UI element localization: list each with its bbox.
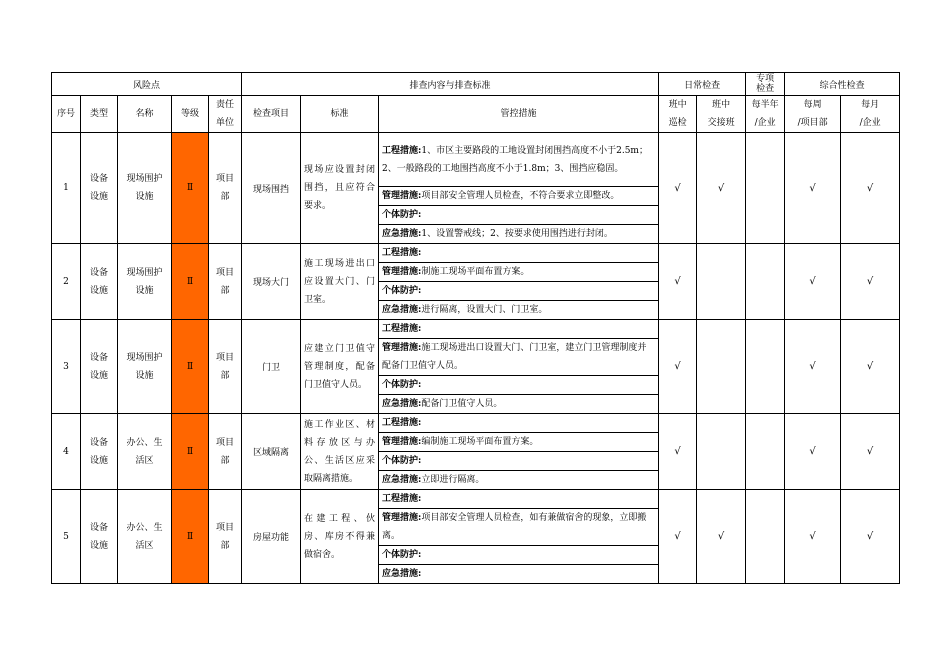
measure-emergency [379,225,659,244]
measure-label: 管理措施: [382,513,422,523]
measure-personal [379,452,659,471]
measure-emergency [379,565,659,584]
row-seq: 3 [52,320,81,414]
check-weekly: √ [785,320,841,414]
check-weekly: √ [785,244,841,320]
group-inspection: 排查内容与排查标准 [242,73,659,96]
check-monthly: √ [841,244,900,320]
check-half-year [746,414,785,490]
row-name: 办公、生 活区 [118,414,172,490]
measure-label: 应急措施: [382,569,422,579]
check-shift-patrol: √ [659,490,697,584]
check-half-year [746,244,785,320]
measure-label: 个体防护: [382,550,422,560]
check-shift-patrol: √ [659,244,697,320]
table-row [52,490,900,509]
measure-engineering [379,320,659,339]
measure-text: 1、设置警戒线；2、按要求使用围挡进行封闭。 [421,229,613,239]
row-unit: 项目 部 [209,133,242,244]
measure-text: 进行隔离，设置大门、门卫室。 [421,305,548,315]
measure-text: 编制施工现场平面布置方案。 [421,437,539,447]
measure-label: 应急措施: [382,229,422,239]
col-seq: 序号 [52,96,81,133]
row-standard: 在建工程、伙房、库房不得兼做宿舍。 [301,490,379,584]
row-seq: 1 [52,133,81,244]
row-seq: 2 [52,244,81,320]
row-level: Ⅱ [172,414,209,490]
check-half-year [746,133,785,244]
measure-text: 1、市区主要路段的工地设置封闭围挡高度不小于2.5m；2、一般路段的工地围挡高度不小于1.8m；3、围挡应稳固。 [382,145,648,174]
measure-label: 应急措施: [382,399,422,409]
measure-management [379,509,659,546]
group-daily: 日常检查 [659,73,746,96]
group-special: 专项 检查 [746,73,785,96]
col-measures: 管控措施 [379,96,659,133]
measure-label: 工程措施: [382,145,422,156]
check-shift-handover [697,414,746,490]
check-monthly: √ [841,320,900,414]
row-item: 门卫 [242,320,301,414]
measure-text: 项目部安全管理人员检查，不符合要求立即整改。 [421,191,620,201]
row-type: 设备 设施 [81,320,118,414]
col-monthly: 每月 /企业 [841,96,900,133]
measure-label: 个体防护: [382,456,422,466]
row-level: Ⅱ [172,244,209,320]
check-half-year [746,490,785,584]
measure-label: 管理措施: [382,191,422,201]
measure-label: 个体防护: [382,210,422,220]
measure-engineering [379,244,659,263]
check-weekly: √ [785,414,841,490]
measure-personal [379,376,659,395]
check-weekly: √ [785,133,841,244]
row-item: 房屋功能 [242,490,301,584]
row-item: 现场围挡 [242,133,301,244]
row-seq: 4 [52,414,81,490]
measure-label: 个体防护: [382,286,422,296]
row-name: 办公、生 活区 [118,490,172,584]
row-level: Ⅱ [172,133,209,244]
row-unit: 项目 部 [209,244,242,320]
measure-emergency [379,395,659,414]
measure-label: 管理措施: [382,267,422,277]
col-level: 等级 [172,96,209,133]
row-item: 现场大门 [242,244,301,320]
measure-label: 工程措施: [382,324,422,334]
measure-management [379,339,659,376]
check-shift-patrol: √ [659,133,697,244]
check-weekly: √ [785,490,841,584]
col-standard: 标准 [301,96,379,133]
row-type: 设备 设施 [81,414,118,490]
measure-management [379,433,659,452]
row-standard: 应建立门卫值守管理制度，配备门卫值守人员。 [301,320,379,414]
col-item: 检查项目 [242,96,301,133]
row-name: 现场围护 设施 [118,244,172,320]
measure-management [379,263,659,282]
row-type: 设备 设施 [81,133,118,244]
check-monthly: √ [841,414,900,490]
measure-personal [379,546,659,565]
measure-engineering [379,414,659,433]
group-risk-point: 风险点 [52,73,242,96]
table-row [52,244,900,263]
row-type: 设备 设施 [81,244,118,320]
column-header-row [52,96,900,133]
measure-label: 工程措施: [382,248,422,258]
measure-label: 应急措施: [382,475,422,485]
row-seq: 5 [52,490,81,584]
table-row [52,133,900,187]
measure-text: 施工现场进出口设置大门、门卫室，建立门卫管理制度并配备门卫值守人员。 [382,343,647,371]
row-name: 现场围护 设施 [118,133,172,244]
measure-emergency [379,301,659,320]
check-shift-patrol: √ [659,414,697,490]
row-item: 区域隔离 [242,414,301,490]
check-monthly: √ [841,490,900,584]
measure-label: 应急措施: [382,305,422,315]
table-row [52,320,900,339]
col-unit: 责任 单位 [209,96,242,133]
measure-label: 工程措施: [382,418,422,428]
check-shift-patrol: √ [659,320,697,414]
check-half-year [746,320,785,414]
row-unit: 项目 部 [209,414,242,490]
measure-engineering [379,490,659,509]
measure-emergency [379,471,659,490]
row-level: Ⅱ [172,490,209,584]
measure-label: 工程措施: [382,494,422,504]
measure-engineering [379,133,659,187]
measure-text: 立即进行隔离。 [421,475,485,485]
row-unit: 项目 部 [209,490,242,584]
check-shift-handover: √ [697,133,746,244]
row-standard: 现场应设置封闭围挡，且应符合要求。 [301,133,379,244]
check-shift-handover: √ [697,490,746,584]
check-shift-handover [697,320,746,414]
row-standard: 施工现场进出口应设置大门、门卫室。 [301,244,379,320]
row-level: Ⅱ [172,320,209,414]
col-shift-handover: 班中 交接班 [697,96,746,133]
row-standard: 施工作业区、材料存放区与办公、生活区应采取隔离措施。 [301,414,379,490]
group-header-row [52,73,900,96]
row-type: 设备 设施 [81,490,118,584]
col-shift-patrol: 班中 巡检 [659,96,697,133]
table-row [52,414,900,433]
measure-management [379,187,659,206]
measure-label: 管理措施: [382,343,422,353]
col-half-year: 每半年 /企业 [746,96,785,133]
group-comprehensive: 综合性检查 [785,73,900,96]
row-name: 现场围护 设施 [118,320,172,414]
check-shift-handover [697,244,746,320]
measure-text: 制施工现场平面布置方案。 [421,267,530,277]
measure-label: 管理措施: [382,437,422,447]
risk-inspection-table [51,72,900,584]
col-weekly: 每周 /项目部 [785,96,841,133]
measure-label: 个体防护: [382,380,422,390]
col-type: 类型 [81,96,118,133]
measure-personal [379,206,659,225]
measure-text: 配备门卫值守人员。 [421,399,503,409]
col-name: 名称 [118,96,172,133]
measure-text: 项目部安全管理人员检查，如有兼做宿舍的现象，立即搬离。 [382,513,647,541]
measure-personal [379,282,659,301]
check-monthly: √ [841,133,900,244]
row-unit: 项目 部 [209,320,242,414]
